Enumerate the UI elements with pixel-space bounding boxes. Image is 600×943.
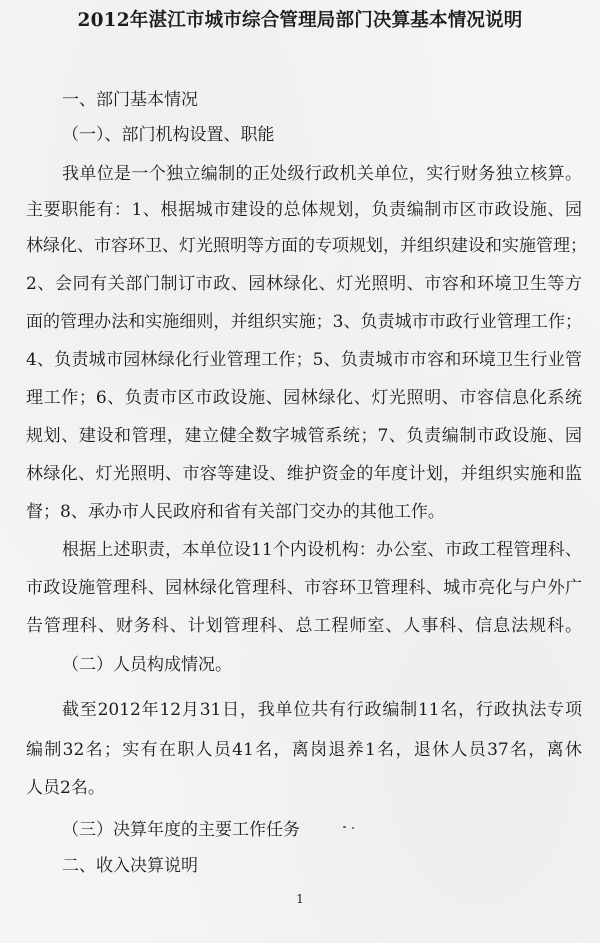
para1-line-8: 规划、建设和管理，建立健全数字城管系统；7、负责编制市政设施、园 — [26, 426, 582, 446]
subsection-heading-1-3: （三）决算年度的主要工作任务 — [62, 820, 300, 840]
section-heading-1: 一、部门基本情况 — [62, 90, 198, 110]
para1-line-3: 林绿化、市容环卫、灯光照明等方面的专项规划，并组织建设和实施管理； — [26, 236, 587, 256]
para1-line-6: 4、负责城市园林绿化行业管理工作；5、负责城市市容和环境卫生行业管 — [26, 350, 582, 370]
para2-line-2: 市政设施管理科、园林绿化管理科、市容环卫管理科、城市亮化与户外广 — [26, 578, 582, 598]
para1-line-1: 我单位是一个独立编制的正处级行政机关单位，实行财务独立核算。 — [62, 164, 582, 184]
para1-line-2: 主要职能有：1、根据城市建设的总体规划，负责编制市区市政设施、园 — [26, 200, 582, 220]
para2-line-1: 根据上述职责，本单位设11个内设机构：办公室、市政工程管理科、 — [62, 540, 582, 560]
section-heading-2: 二、收入决算说明 — [62, 856, 198, 876]
para3-line-2: 编制32名；实有在职人员41名，离岗退养1名，退休人员37名，离休 — [26, 740, 582, 760]
para1-line-9: 林绿化、灯光照明、市容等建设、维护资金的年度计划，并组织实施和监 — [26, 464, 582, 484]
document-title: 2012年湛江市城市综合管理局部门决算基本情况说明 — [77, 10, 523, 31]
para1-line-4: 2、会同有关部门制订市政、园林绿化、灯光照明、市容和环境卫生等方 — [26, 274, 582, 294]
scan-speck — [352, 827, 354, 829]
para3-line-3: 人员2名。 — [26, 778, 105, 798]
para1-line-10: 督；8、承办市人民政府和省有关部门交办的其他工作。 — [26, 502, 445, 522]
para1-line-5: 面的管理办法和实施细则，并组织实施；3、负责城市市政行业管理工作； — [26, 312, 582, 332]
page-number: 1 — [296, 892, 304, 906]
subsection-heading-1-1: （一）、部门机构设置、职能 — [62, 125, 275, 145]
para3-line-1: 截至2012年12月31日，我单位共有行政编制11名，行政执法专项 — [62, 700, 582, 720]
para1-line-7: 理工作；6、负责市区市政设施、园林绿化、灯光照明、市容信息化系统 — [26, 388, 582, 408]
subsection-heading-1-2: （二）人员构成情况。 — [62, 655, 232, 675]
para2-line-3: 告管理科、财务科、计划管理科、总工程师室、人事科、信息法规科。 — [26, 616, 582, 636]
scan-speck — [343, 826, 346, 828]
